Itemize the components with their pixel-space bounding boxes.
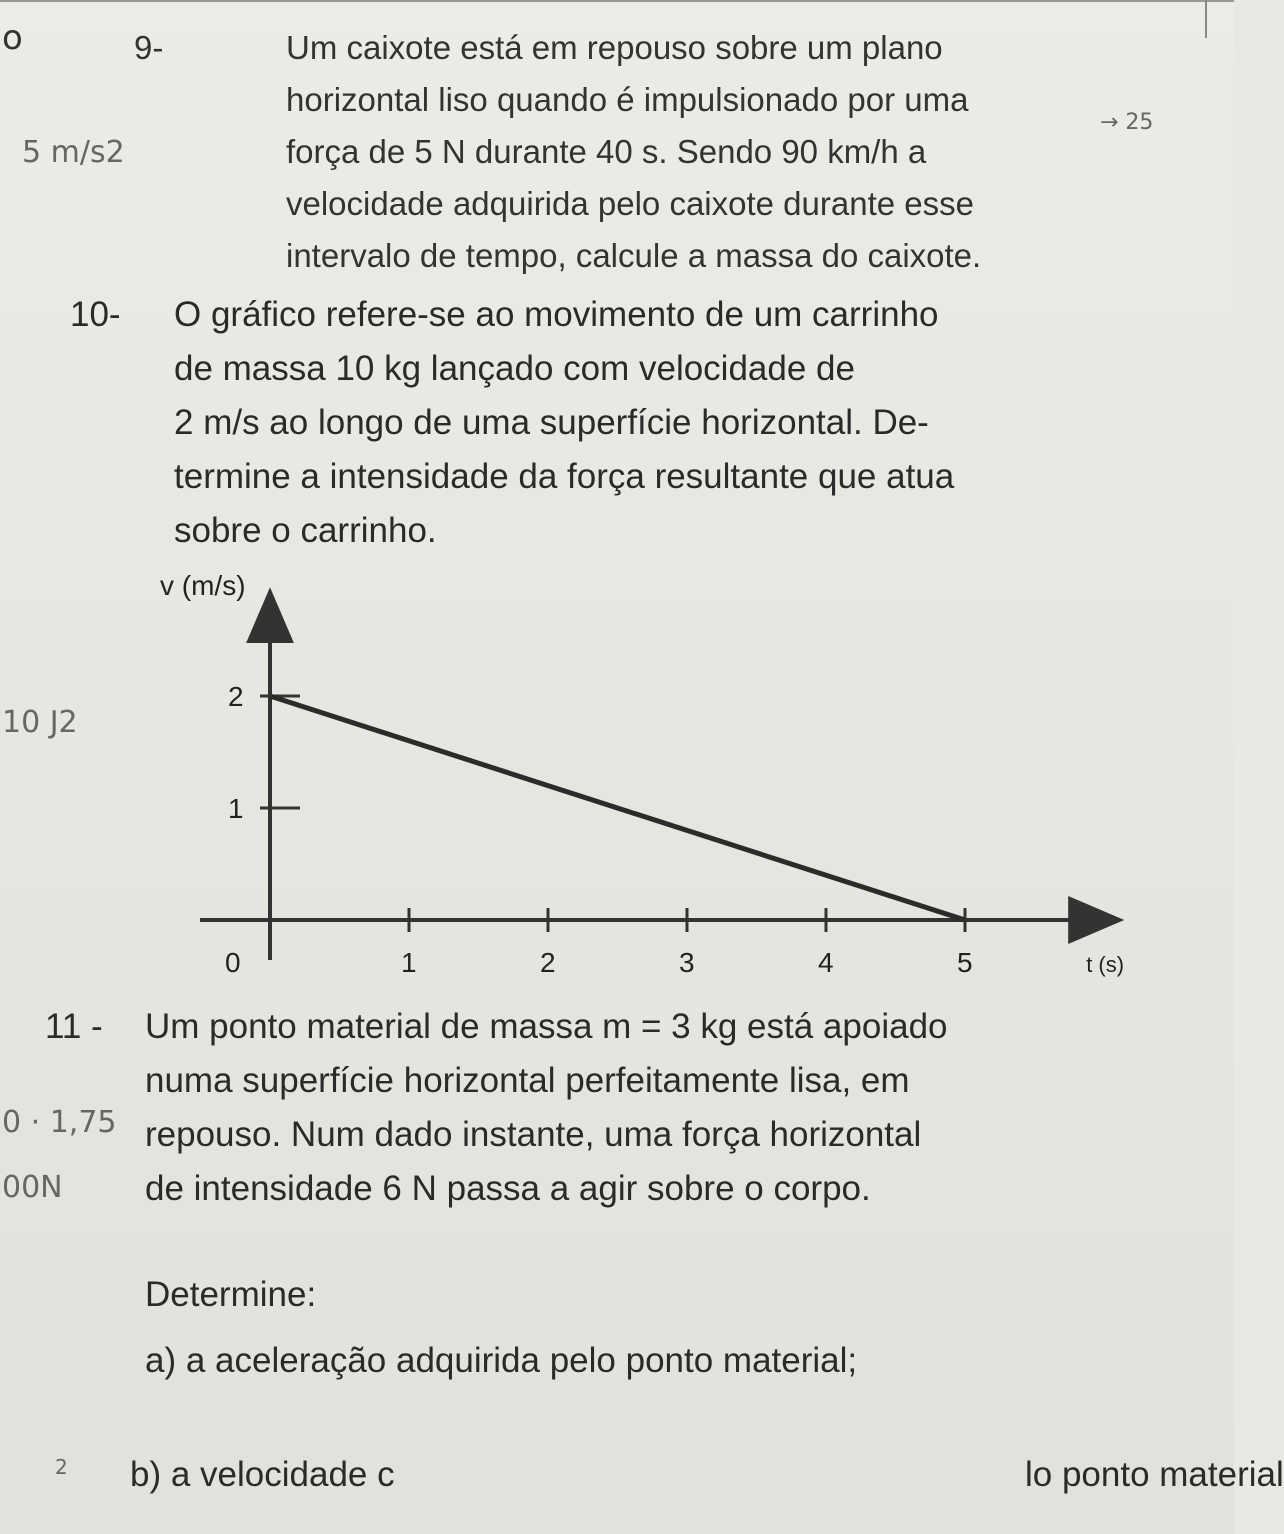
question-10-line: 2 m/s ao longo de uma superfície horizontal. De- — [174, 403, 929, 442]
series-v-line — [270, 696, 965, 920]
x-tick-label: 3 — [679, 947, 695, 978]
question-9-text — [286, 22, 1116, 282]
question-10-line: O gráfico refere-se ao movimento de um carrinho — [174, 295, 939, 334]
question-11-determine: Determine: — [145, 1275, 317, 1314]
question-11-line: numa superfície horizontal perfeitamente lisa, em — [145, 1061, 910, 1100]
handwriting-acceleration-note: 5 m/s2 — [22, 135, 125, 170]
top-border — [0, 0, 1234, 2]
handwriting-bottom-note: 2 — [55, 1455, 68, 1479]
x-tick-label: 1 — [401, 947, 417, 978]
question-9-line: intervalo de tempo, calcule a massa do caixote. — [286, 237, 982, 274]
x-tick-label: 0 — [225, 947, 241, 978]
question-11-item-b: b) a velocidade c — [130, 1455, 395, 1494]
x-tick-label: 5 — [957, 947, 973, 978]
x-axis-label: t (s) — [1086, 952, 1125, 977]
handwriting-velocity-note: → 25 — [1100, 110, 1154, 135]
question-11-line: Um ponto material de massa m = 3 kg está apoiado — [145, 1007, 948, 1046]
question-10-line: de massa 10 kg lançado com velocidade de — [174, 349, 855, 388]
question-11-line: repouso. Num dado instante, uma força horizontal — [145, 1115, 922, 1154]
question-9-line: horizontal liso quando é impulsionado por uma — [286, 81, 969, 118]
question-11-text — [145, 1000, 1165, 1216]
handwriting-note-10: 10 J2 — [2, 705, 78, 740]
question-9-number: 9- — [134, 29, 164, 66]
margin-tick — [1205, 0, 1207, 38]
question-11-line: de intensidade 6 N passa a agir sobre o corpo. — [145, 1169, 871, 1208]
y-axis-label: v (m/s) — [160, 570, 246, 601]
question-9-line: Um caixote está em repouso sobre um plano — [286, 29, 943, 66]
question-10-number: 10- — [70, 295, 121, 334]
question-10-line: termine a intensidade da força resultante que atua — [174, 457, 955, 496]
handwriting-top-left: o — [2, 18, 23, 58]
y-tick-label: 2 — [228, 681, 244, 712]
velocity-time-chart — [140, 560, 1125, 990]
question-11-number: 11 - — [45, 1007, 103, 1046]
handwriting-note-175: 0 · 1,75 — [2, 1105, 117, 1140]
question-9-line: velocidade adquirida pelo caixote durante esse — [286, 185, 974, 222]
handwriting-note-00n: 00N — [2, 1170, 63, 1205]
question-10-text — [174, 288, 1134, 558]
x-tick-label: 2 — [540, 947, 556, 978]
question-10-line: sobre o carrinho. — [174, 511, 437, 550]
question-9-line: força de 5 N durante 40 s. Sendo 90 km/h a — [286, 133, 927, 170]
question-11-item-b-end: lo ponto material — [1025, 1455, 1284, 1494]
y-tick-label: 1 — [228, 793, 244, 824]
x-tick-label: 4 — [818, 947, 834, 978]
question-11-item-a: a) a aceleração adquirida pelo ponto material; — [145, 1341, 858, 1380]
